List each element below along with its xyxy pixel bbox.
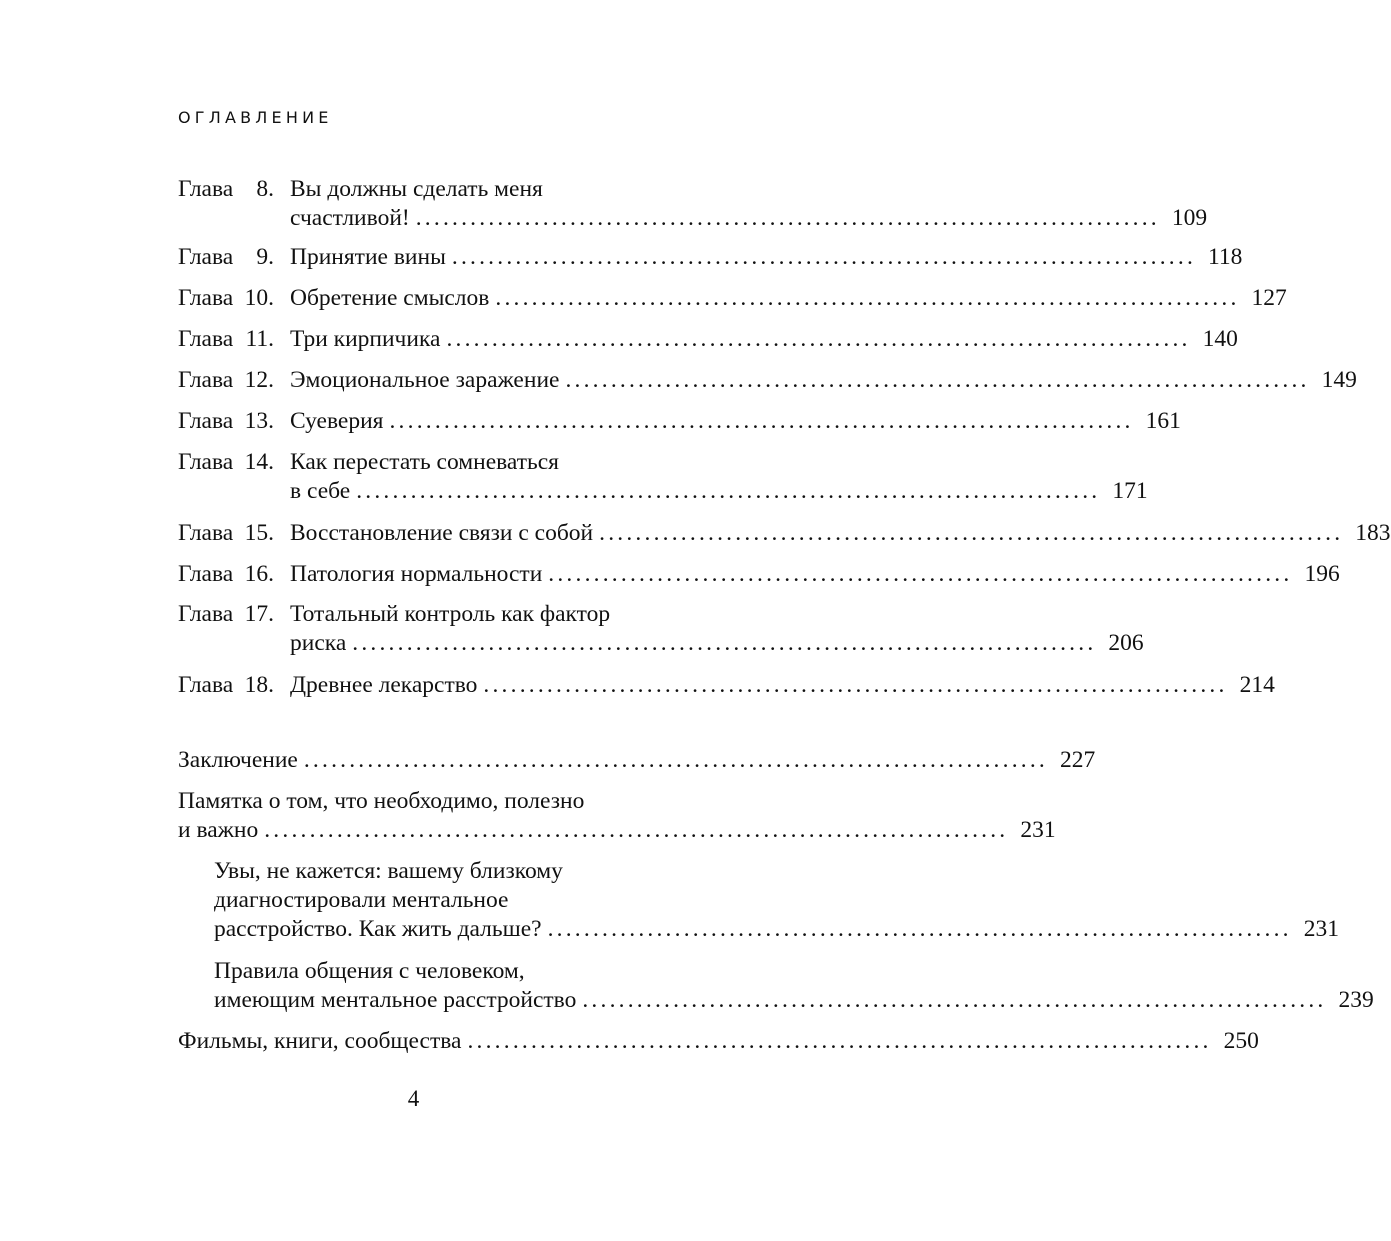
entry-title [290,519,1391,548]
entry-page-number: 140 [1202,326,1238,352]
chapter-number: 16. [244,561,274,587]
entry-leader-line [290,243,1243,272]
chapter-number: 15. [244,520,274,546]
entry-leader-line [290,366,1357,395]
entry-title [214,957,1374,1015]
dot-leader: .................................................................................. [389,408,1134,434]
chapter-number: 9. [256,244,274,270]
chapter-word: Глава [178,285,234,311]
chapter-word: Глава [178,244,234,270]
entry-title-line: Принятие вины [290,244,446,270]
chapter-word: Глава [178,561,234,587]
entry-leader-line [290,671,1275,700]
entry-page-number: 149 [1321,367,1357,393]
chapter-number: 18. [244,672,274,698]
entry-title [290,284,1287,313]
entry-leader-line [178,816,1056,845]
dot-leader: .................................................................................. [446,326,1191,352]
entry-title-line: Суеверия [290,408,384,434]
entry-title-line: расстройство. Как жить дальше? [214,916,542,942]
entry-title [290,407,1181,436]
entry-leader-line [214,915,1339,944]
entry-leader-line [290,477,1148,506]
entry-leader-line [178,746,1096,775]
entry-page-number: 227 [1060,747,1096,773]
dot-leader: .................................................................................. [599,520,1344,546]
entry-title-line: Древнее лекарство [290,672,478,698]
entry-title-line: Памятка о том, что необходимо, полезно [178,788,585,814]
entry-title-line: и важно [178,817,259,843]
entry-title [290,366,1357,395]
dot-leader: .................................................................................. [467,1028,1212,1054]
chapter-number: 11. [245,326,274,352]
chapter-word: Глава [178,176,234,202]
entry-title-line: Как перестать сомневаться [290,449,559,475]
dot-leader: .................................................................................. [495,285,1240,311]
entry-leader-line [290,284,1287,313]
chapter-number: 17. [244,601,274,627]
entry-title [290,600,1144,658]
entry-page-number: 118 [1208,244,1243,270]
dot-leader: .................................................................................. [483,672,1228,698]
dot-leader: .................................................................................. [356,478,1101,504]
entry-title-line: Эмоциональное заражение [290,367,560,393]
entry-page-number: 127 [1251,285,1287,311]
entry-title [290,325,1238,354]
dot-leader: .................................................................................. [451,244,1197,270]
entry-title-line: в себе [290,478,351,504]
entry-title [290,560,1340,589]
entry-leader-line [290,560,1340,589]
entry-title-line: счастливой! [290,205,410,231]
entry-page-number: 109 [1171,205,1208,231]
entry-title-line: риска [290,630,347,656]
entry-title [178,787,1056,845]
chapter-number: 13. [244,408,274,434]
entry-page-number: 206 [1108,630,1144,656]
entry-title [214,857,1339,944]
entry-title [178,1027,1259,1056]
entry-page-number: 250 [1223,1028,1259,1054]
entry-leader-line [214,986,1374,1015]
chapter-number: 8. [256,176,274,202]
entry-leader-line [290,325,1238,354]
chapter-word: Глава [178,408,234,434]
entry-title-line: Правила общения с человеком, [214,958,525,984]
entry-title-line: Увы, не кажется: вашему близкому [214,858,563,884]
chapter-word: Глава [178,449,234,475]
entry-page-number: 239 [1338,987,1374,1013]
entry-page-number: 231 [1303,916,1339,942]
entry-title-line: Заключение [178,747,298,773]
entry-page-number: 183 [1355,520,1391,546]
dot-leader: .................................................................................. [303,747,1048,773]
entry-title [290,243,1243,272]
entry-title-line: Обретение смыслов [290,285,490,311]
chapter-word: Глава [178,367,234,393]
entry-page-number: 161 [1145,408,1181,434]
entry-title-line: Восстановление связи с собой [290,520,594,546]
entry-title-line: Вы должны сделать меня [290,176,543,202]
entry-leader-line [290,519,1391,548]
entry-leader-line [290,204,1208,233]
entry-title [290,671,1275,700]
chapter-word: Глава [178,601,234,627]
toc-heading: ОГЛАВЛЕНИЕ [178,108,333,127]
page-number: 4 [407,1086,420,1111]
entry-leader-line [178,1027,1259,1056]
entry-page-number: 196 [1304,561,1340,587]
entry-title-line: Патология нормальности [290,561,543,587]
entry-title-line: имеющим ментальное расстройство [214,987,577,1013]
chapter-word: Глава [178,672,234,698]
entry-title [290,448,1148,506]
entry-title-line: Три кирпичика [290,326,441,352]
entry-title [290,175,1208,233]
entry-leader-line [290,407,1181,436]
dot-leader: .................................................................................. [565,367,1310,393]
chapter-word: Глава [178,520,234,546]
dot-leader: .................................................................................. [264,817,1009,843]
entry-page-number: 214 [1239,672,1275,698]
entry-title [178,746,1096,775]
entry-title-line: Тотальный контроль как фактор [290,601,611,627]
entry-title-line: диагностировали ментальное [214,887,509,913]
entry-title-line: Фильмы, книги, сообщества [178,1028,462,1054]
chapter-number: 12. [244,367,274,393]
chapter-number: 14. [244,449,274,475]
dot-leader: .................................................................................. [415,205,1160,231]
dot-leader: .................................................................................. [548,561,1293,587]
chapter-number: 10. [244,285,274,311]
dot-leader: .................................................................................. [547,916,1292,942]
dot-leader: .................................................................................. [352,630,1097,656]
entry-page-number: 171 [1112,478,1148,504]
entry-leader-line [290,629,1144,658]
entry-page-number: 231 [1020,817,1056,843]
dot-leader: .................................................................................. [582,987,1327,1013]
chapter-word: Глава [178,326,234,352]
